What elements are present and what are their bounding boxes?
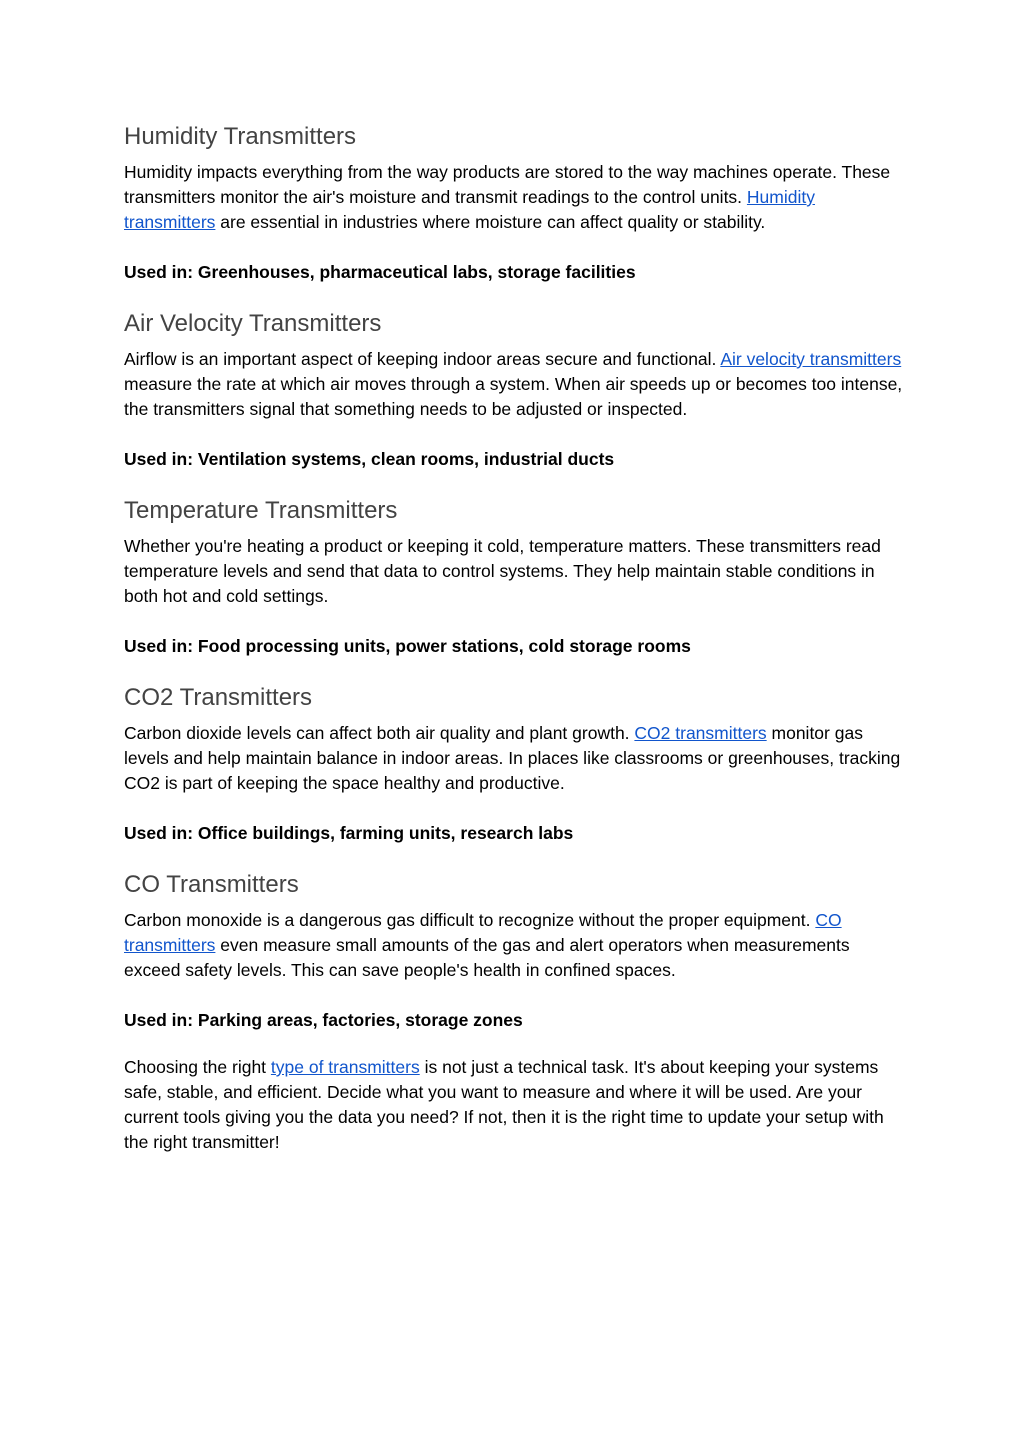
paragraph-text: Choosing the right — [124, 1057, 271, 1077]
air-velocity-transmitters-link[interactable]: Air velocity transmitters — [720, 349, 902, 369]
paragraph-text: Carbon dioxide levels can affect both air quality and plant growth. — [124, 723, 635, 743]
section-paragraph — [124, 721, 904, 796]
paragraph-text: monitor gas levels and help maintain balance in indoor areas. In places like classrooms or greenhouses, tracking CO2 is part of keeping the space healthy and productive. — [124, 723, 901, 793]
section-co2-transmitters — [124, 681, 904, 846]
section-temperature-transmitters — [124, 494, 904, 659]
section-air-velocity-transmitters — [124, 307, 904, 472]
paragraph-text: is not just a technical task. It's about keeping your systems safe, stable, and efficient. Decide what you want to measure and where it will be used. Are your current tools giving you the data you need? If not, then it is the right time to update your setup with the right transmitter! — [124, 1057, 884, 1152]
paragraph-text: Airflow is an important aspect of keeping indoor areas secure and functional. — [124, 349, 721, 369]
type-of-transmitters-link[interactable]: type of transmitters — [270, 1057, 420, 1077]
closing-paragraph — [124, 1055, 904, 1155]
used-in-line: Used in: Food processing units, power stations, cold storage rooms — [124, 636, 691, 656]
section-paragraph — [124, 908, 904, 983]
section-co-transmitters — [124, 868, 904, 1033]
humidity-transmitters-link[interactable]: Humidity transmitters — [124, 187, 815, 232]
used-in-line: Used in: Ventilation systems, clean rooms, industrial ducts — [124, 449, 615, 469]
used-in-line: Used in: Parking areas, factories, storage zones — [124, 1010, 523, 1030]
co-transmitters-link[interactable]: CO transmitters — [124, 910, 842, 955]
section-heading: Humidity Transmitters — [124, 123, 357, 150]
used-in-line: Used in: Greenhouses, pharmaceutical labs, storage facilities — [124, 262, 636, 282]
paragraph-text: Humidity impacts everything from the way products are stored to the way machines operate. These transmitters monitor the air's moisture and transmit readings to the control units. — [124, 162, 891, 207]
paragraph-text: Carbon monoxide is a dangerous gas difficult to recognize without the proper equipment. — [124, 910, 816, 930]
paragraph-text: are essential in industries where moisture can affect quality or stability. — [215, 212, 766, 232]
section-humidity-transmitters — [124, 120, 904, 285]
section-paragraph — [124, 160, 904, 235]
paragraph-text: measure the rate at which air moves through a system. When air speeds up or becomes too intense, the transmitters signal that something needs to be adjusted or inspected. — [124, 374, 903, 419]
co2-transmitters-link[interactable]: CO2 transmitters — [634, 723, 767, 743]
section-heading: Air Velocity Transmitters — [124, 310, 382, 337]
paragraph-text: even measure small amounts of the gas and alert operators when measurements exceed safety levels. This can save people's health in confined spaces. — [124, 935, 850, 980]
section-heading: CO Transmitters — [124, 871, 299, 898]
section-heading: CO2 Transmitters — [124, 684, 313, 711]
section-paragraph: Whether you're heating a product or keeping it cold, temperature matters. These transmitters read temperature levels and send that data to control systems. They help maintain stable conditions in both hot and cold settings. — [124, 536, 881, 606]
section-paragraph — [124, 347, 904, 422]
document-content — [124, 120, 904, 1155]
section-heading: Temperature Transmitters — [124, 497, 398, 524]
used-in-line: Used in: Office buildings, farming units, research labs — [124, 823, 574, 843]
